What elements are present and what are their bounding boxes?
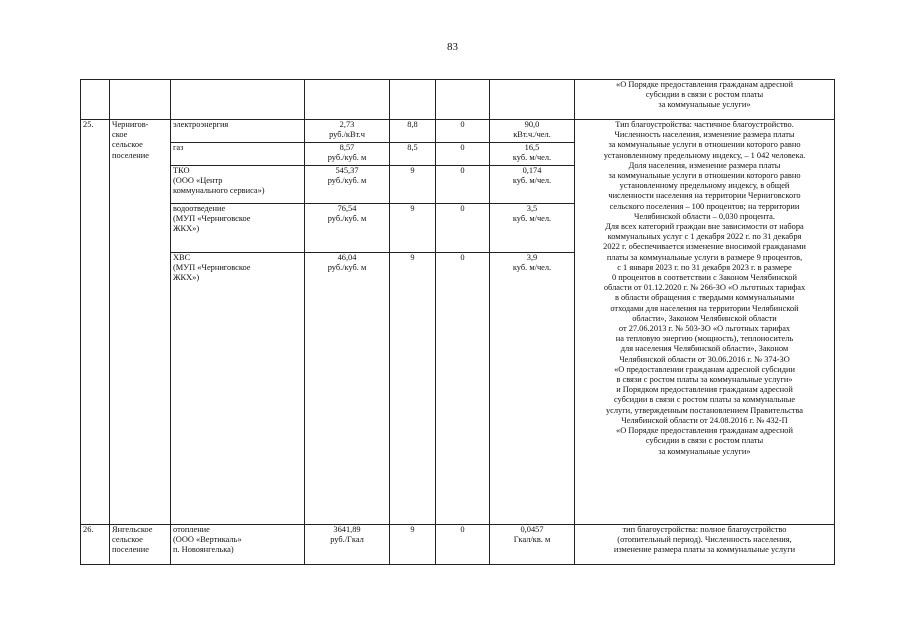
cell-tariff: 46,04 руб./куб. м bbox=[305, 253, 390, 525]
cell-zero: 0 bbox=[436, 143, 490, 166]
cell-index: 9 bbox=[390, 204, 436, 253]
cell-zero: 0 bbox=[436, 253, 490, 525]
cell-note: Тип благоустройства: частичное благоустройство. Численность населения, изменение размера платы за коммунальные услуги в отношении которого равно установленному предельному индексу, – 1 042 человека. Доля населения, изменение размера платы за коммунальные услуги в отношении которого равно установленному предельному индексу, в общей численности населения на территории Черниговского сельского поселения – 100 процентов; на территории Челябинской области – 0,030 процента. Для всех категорий граждан вне зависимости от набора коммунальных услуг с 1 декабря 2022 г. по 31 декабря 2022 г. обеспечивается изменение вносимой гражданами платы за коммунальные услуги в размере 9 процентов, с 1 января 2023 г. по 31 декабря 2023 г. в размере 0 процентов в соответствии с Законом Челябинской области от 01.12.2020 г. № 266-ЗО «О льготных тарифах в области обращения с твердыми коммунальными отходами для населения на территории Челябинской области», Законом Челябинской области от 27.06.2013 г. № 503-ЗО «О льготных тарифах на тепловую энергию (мощность), теплоноситель для населения Челябинской области», Законом Челябинской области от 30.06.2016 г. № 374-ЗО «О предоставлении гражданам адресной субсидии в связи с ростом платы за коммунальные услуги» и Порядком предоставления гражданам адресной субсидии в связи с ростом платы за коммунальные услуги, утвержденным постановлением Правительства Челябинской области от 24.08.2016 г. № 432-П «О Порядке предоставления гражданам адресной субсидии в связи с ростом платы за коммунальные услуги» bbox=[575, 120, 835, 525]
cell-tariff: 545,37 руб./куб. м bbox=[305, 166, 390, 204]
cell-tariff: 8,57 руб./куб. м bbox=[305, 143, 390, 166]
cell-norm: 16,5 куб. м/чел. bbox=[490, 143, 575, 166]
cell-tariff: 3641,89 руб./Гкал bbox=[305, 525, 390, 565]
cell-norm: 0,174 куб. м/чел. bbox=[490, 166, 575, 204]
cell-norm: 0,0457 Гкал/кв. м bbox=[490, 525, 575, 565]
cell-tariff: 2,73 руб./кВт.ч bbox=[305, 120, 390, 143]
cell-empty bbox=[305, 80, 390, 120]
cell-zero: 0 bbox=[436, 204, 490, 253]
cell-index: 8,8 bbox=[390, 120, 436, 143]
cell-zero: 0 bbox=[436, 166, 490, 204]
cell-empty bbox=[390, 80, 436, 120]
cell-empty bbox=[490, 80, 575, 120]
cell-empty bbox=[171, 80, 305, 120]
cell-row-number: 26. bbox=[81, 525, 110, 565]
table-row bbox=[81, 525, 835, 565]
cell-service: водоотведение (МУП «Черниговское ЖКХ») bbox=[171, 204, 305, 253]
cell-service: отопление (ООО «Вертикаль» п. Новоянгелька) bbox=[171, 525, 305, 565]
cell-note: «О Порядке предоставления гражданам адресной субсидии в связи с ростом платы за коммунальные услуги» bbox=[575, 80, 835, 120]
cell-norm: 3,9 куб. м/чел. bbox=[490, 253, 575, 525]
cell-row-number: 25. bbox=[81, 120, 110, 525]
table-row-continuation bbox=[81, 80, 835, 120]
cell-service: ХВС (МУП «Черниговское ЖКХ») bbox=[171, 253, 305, 525]
cell-service: ТКО (ООО «Центр коммунального сервиса») bbox=[171, 166, 305, 204]
cell-index: 9 bbox=[390, 166, 436, 204]
cell-zero: 0 bbox=[436, 120, 490, 143]
tariff-table bbox=[80, 79, 835, 565]
cell-norm: 90,0 кВт.ч./чел. bbox=[490, 120, 575, 143]
cell-service: газ bbox=[171, 143, 305, 166]
cell-note: тип благоустройства: полное благоустройство (отопительный период). Численность населения, изменение размера платы за коммунальные услуги bbox=[575, 525, 835, 565]
cell-empty bbox=[110, 80, 171, 120]
cell-norm: 3,5 куб. м/чел. bbox=[490, 204, 575, 253]
cell-empty bbox=[436, 80, 490, 120]
cell-index: 9 bbox=[390, 525, 436, 565]
cell-settlement: Янгельское сельское поселение bbox=[110, 525, 171, 565]
cell-index: 8,5 bbox=[390, 143, 436, 166]
cell-zero: 0 bbox=[436, 525, 490, 565]
cell-index: 9 bbox=[390, 253, 436, 525]
cell-settlement: Чернигов- ское сельское поселение bbox=[110, 120, 171, 525]
page-number: 83 bbox=[447, 41, 458, 53]
cell-service: электроэнергия bbox=[171, 120, 305, 143]
cell-tariff: 76,54 руб./куб. м bbox=[305, 204, 390, 253]
table-row bbox=[81, 120, 835, 143]
cell-empty bbox=[81, 80, 110, 120]
